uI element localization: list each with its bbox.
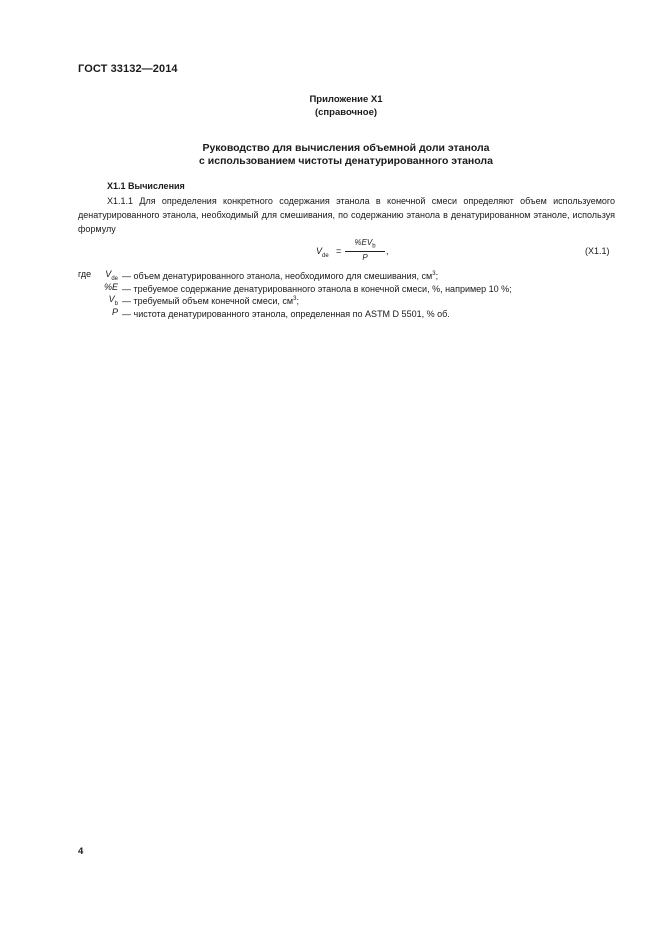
definition-text-body: — требуемый объем конечной смеси, см (122, 296, 294, 306)
formula-number: (X1.1) (585, 246, 610, 256)
definitions-list (78, 268, 618, 318)
definition-row (78, 268, 618, 281)
definition-text-body: — чистота денатурированного этанола, определенная по ASTM D 5501, % об. (122, 308, 450, 319)
formula-numerator-text: %EV (354, 238, 373, 247)
definition-row (78, 281, 618, 294)
definition-text-superscript: 3 (293, 296, 297, 302)
definition-symbol-text: V (105, 269, 112, 279)
definition-text-body: — объем денатурированного этанола, необходимого для смешивания, см (122, 271, 433, 281)
definition-text-body: — требуемое содержание денатурированного этанола в конечной смеси, %, например 10 %; (122, 283, 512, 294)
definition-symbol-text: %E (103, 281, 118, 292)
formula-equals: = (336, 246, 342, 256)
formula-lhs-subscript: de (322, 252, 329, 259)
section-paragraph: X1.1.1 Для определения конкретного содержания этанола в конечной смеси определяют объем используемого денатурированного этанола, необходимый для смешивания, по содержанию этанола в денатурированном этаноле, используя формулу (78, 196, 615, 234)
formula-lhs-symbol: V (316, 246, 323, 256)
page-number: 4 (78, 846, 84, 857)
definition-symbol-subscript: de (111, 275, 118, 282)
document-title (0, 142, 661, 168)
annex-title: Приложение X1 (309, 94, 383, 105)
definition-symbol (78, 306, 118, 323)
formula-lhs (316, 246, 329, 259)
annex-status: (справочное) (314, 107, 378, 118)
definition-text (122, 306, 450, 321)
formula-comma: , (386, 246, 389, 256)
document-title-line-1: Руководство для вычисления объемной доли этанола (202, 142, 490, 154)
document-title-line-2: с использованием чистоты денатурированного этанола (199, 155, 493, 167)
definition-text-tail: ; (435, 271, 439, 281)
formula-denominator: P (362, 252, 368, 262)
definition-symbol-text: V (108, 294, 115, 304)
annex-title-block (0, 93, 661, 119)
formula-numerator (345, 238, 385, 252)
formula-numerator-subscript: b (372, 243, 376, 250)
formula-fraction (345, 238, 385, 262)
definition-text-superscript: 3 (432, 271, 436, 277)
definition-row (78, 293, 618, 306)
definition-text-tail: ; (296, 296, 299, 306)
definition-symbol-text: P (111, 306, 118, 317)
definition-symbol-subscript: b (114, 300, 118, 307)
definitions-lead: где (78, 269, 92, 279)
definition-row (78, 306, 618, 319)
standard-designation: ГОСТ 33132—2014 (78, 63, 178, 75)
section-heading: X1.1 Вычисления (107, 181, 185, 191)
